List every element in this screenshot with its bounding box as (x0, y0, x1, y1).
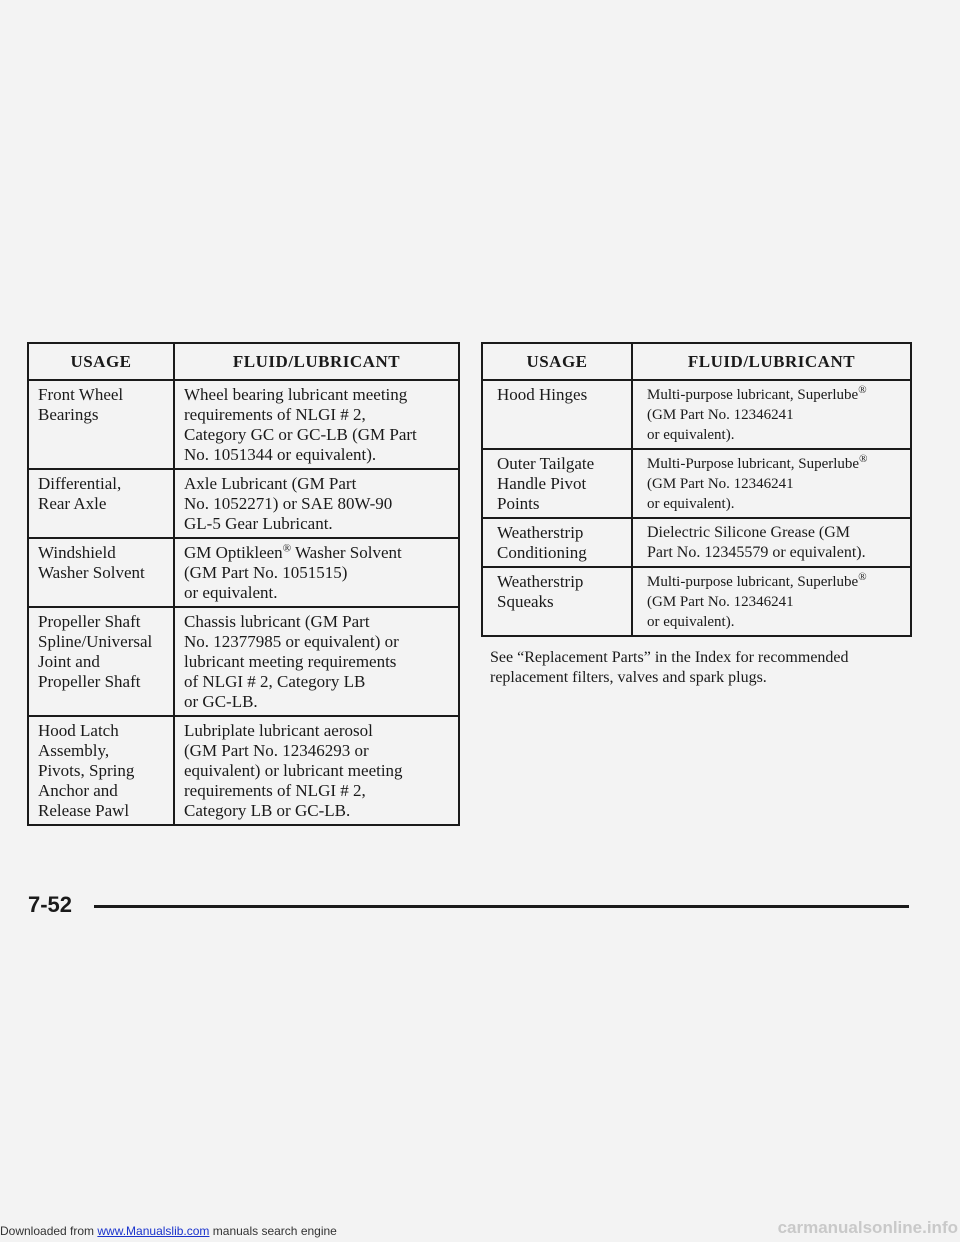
registered-mark: ® (282, 542, 292, 555)
registered-mark: ® (858, 571, 867, 583)
table-row (482, 380, 911, 449)
table-row (482, 567, 911, 636)
download-footer: Downloaded from www.Manualslib.com manuals search engine (0, 1224, 337, 1238)
fluid-cell: GM Optikleen® Washer Solvent (GM Part No. 1051515) or equivalent. (174, 538, 459, 607)
usage-cell: Front Wheel Bearings (28, 380, 174, 469)
usage-cell: Propeller Shaft Spline/Universal Joint and Propeller Shaft (28, 607, 174, 716)
fluid-cell: Multi-purpose lubricant, Superlube® (GM Part No. 12346241 or equivalent). (632, 567, 911, 636)
usage-cell: Hood Latch Assembly, Pivots, Spring Anchor and Release Pawl (28, 716, 174, 825)
fluid-cell: Multi-purpose lubricant, Superlube® (GM Part No. 12346241 or equivalent). (632, 380, 911, 449)
left-header-fluid: FLUID/LUBRICANT (174, 343, 459, 380)
table-row (28, 469, 459, 538)
usage-cell: Hood Hinges (482, 380, 632, 449)
right-header-fluid: FLUID/LUBRICANT (632, 343, 911, 380)
fluid-cell: Lubriplate lubricant aerosol (GM Part No. 12346293 or equivalent) or lubricant meeting requirements of NLGI # 2, Category LB or GC-LB. (174, 716, 459, 825)
registered-mark: ® (858, 384, 867, 396)
replacement-parts-note: See “Replacement Parts” in the Index for recommended replacement filters, valves and spark plugs. (490, 649, 849, 686)
right-header-row (482, 343, 911, 380)
table-row (28, 380, 459, 469)
fluid-cell: Wheel bearing lubricant meeting requirements of NLGI # 2, Category GC or GC-LB (GM Part No. 1051344 or equivalent). (174, 380, 459, 469)
table-row (28, 538, 459, 607)
page-number: 7-52 (28, 892, 73, 917)
fluid-cell: Dielectric Silicone Grease (GM Part No. 12345579 or equivalent). (632, 518, 911, 567)
table-row (28, 716, 459, 825)
usage-cell: Weatherstrip Conditioning (482, 518, 632, 567)
watermark: carmanualsonline.info (777, 1218, 958, 1237)
manualslib-link[interactable]: www.Manualslib.com (97, 1224, 210, 1238)
right-lubricant-table (481, 342, 912, 637)
right-header-usage: USAGE (482, 343, 632, 380)
left-header-usage: USAGE (28, 343, 174, 380)
left-lubricant-table (27, 342, 460, 826)
table-row (482, 518, 911, 567)
usage-cell: Windshield Washer Solvent (28, 538, 174, 607)
usage-cell: Differential, Rear Axle (28, 469, 174, 538)
fluid-cell: Multi-Purpose lubricant, Superlube® (GM Part No. 12346241 or equivalent). (632, 449, 911, 518)
usage-cell: Weatherstrip Squeaks (482, 567, 632, 636)
left-header-row (28, 343, 459, 380)
fluid-cell: Chassis lubricant (GM Part No. 12377985 or equivalent) or lubricant meeting requirements of NLGI # 2, Category LB or GC-LB. (174, 607, 459, 716)
registered-mark: ® (859, 453, 868, 465)
table-row (28, 607, 459, 716)
usage-cell: Outer Tailgate Handle Pivot Points (482, 449, 632, 518)
page-rule (94, 905, 909, 908)
table-row (482, 449, 911, 518)
fluid-cell: Axle Lubricant (GM Part No. 1052271) or SAE 80W-90 GL-5 Gear Lubricant. (174, 469, 459, 538)
